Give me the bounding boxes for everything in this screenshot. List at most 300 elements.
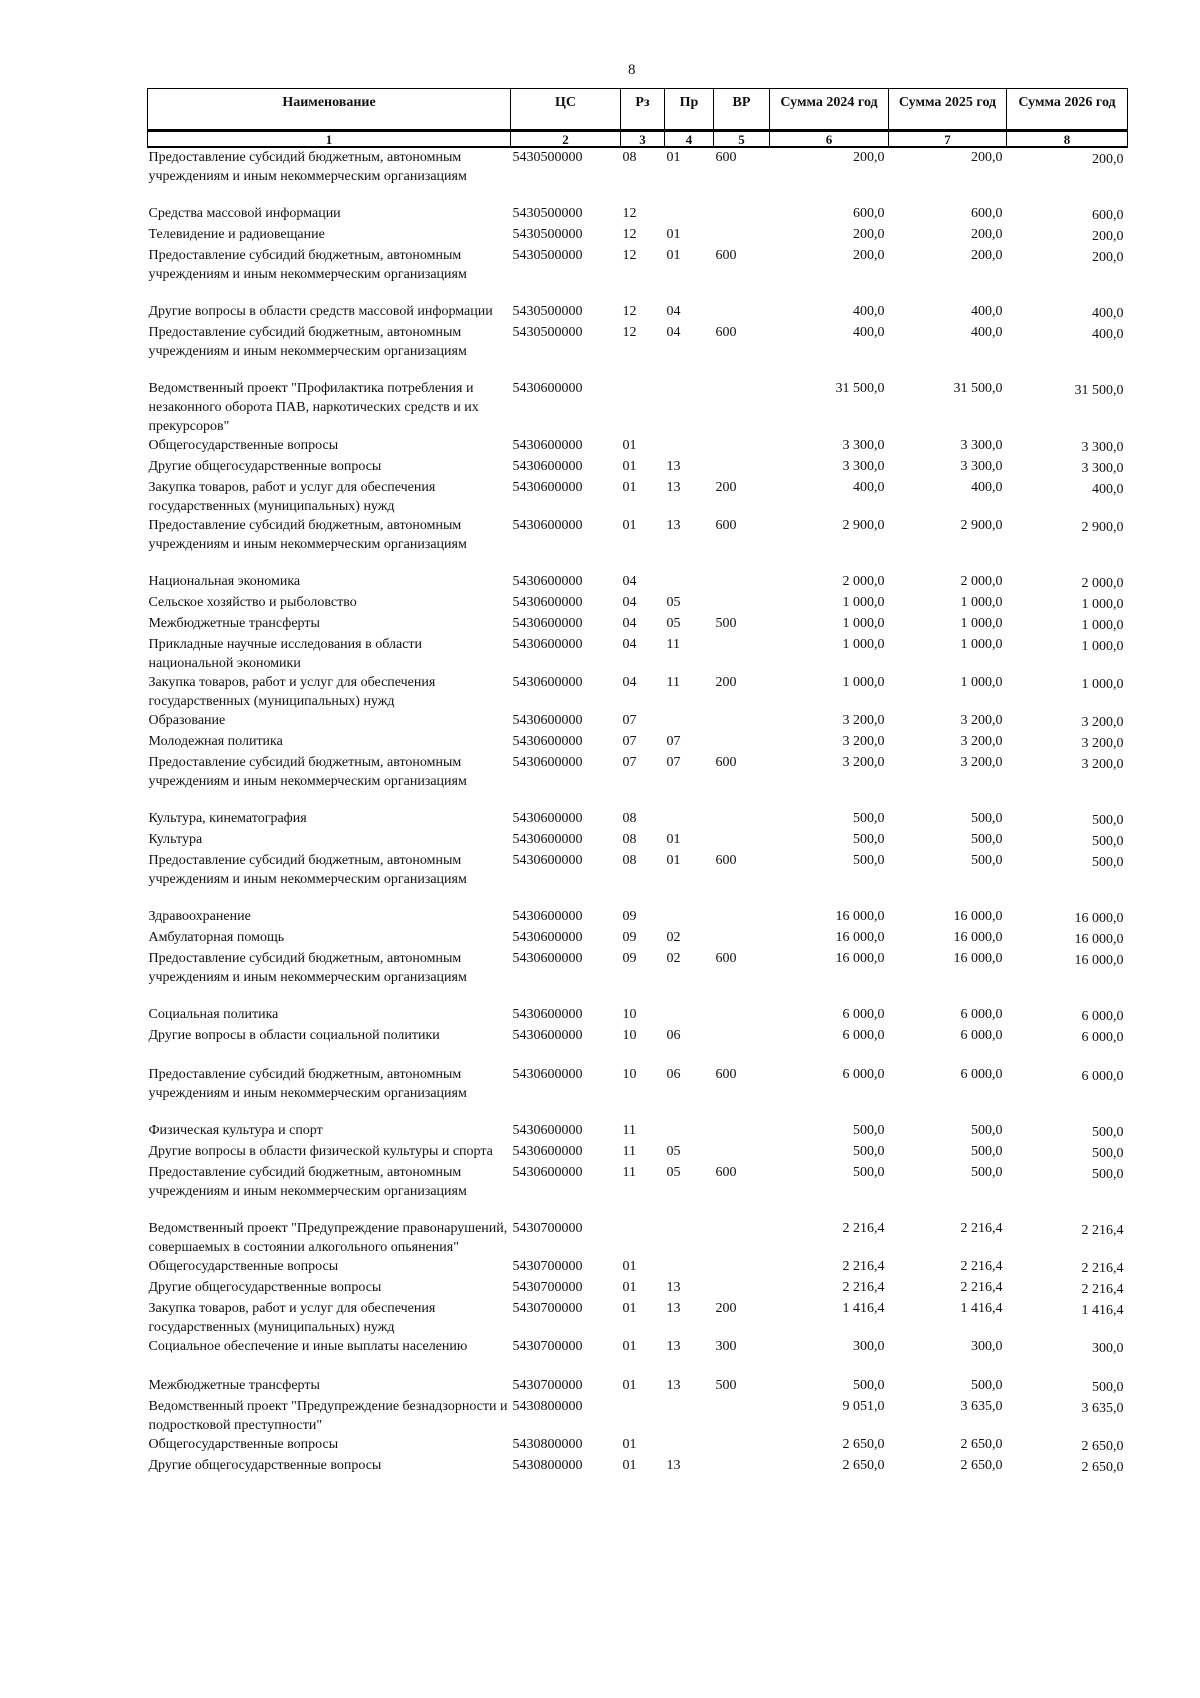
row-name: Культура, кинематография [148,811,307,826]
row-sum-2024: 2 000,0 [842,574,885,589]
row-sum-2025: 1 000,0 [960,616,1003,631]
row-sum-2025: 300,0 [971,1339,1003,1354]
row-sum-2024: 1 000,0 [842,595,885,610]
row-sum-2025: 2 216,4 [960,1221,1003,1236]
row-sum-2024: 500,0 [853,1144,885,1159]
table-row [148,246,1128,284]
row-vr: 200 [715,1301,737,1316]
row-rz: 08 [622,853,637,868]
row-pr: 05 [666,595,681,610]
table-row [148,1219,1128,1257]
row-cs: 5430700000 [512,1378,583,1393]
row-rz: 11 [622,1165,636,1180]
row-cs: 5430600000 [512,637,583,652]
row-sum-2025: 600,0 [971,206,1003,221]
row-pr: 13 [666,1378,681,1393]
row-sum-2026: 3 200,0 [1081,736,1124,751]
spacer-cell [148,987,1128,1005]
table-row [148,830,1128,851]
row-pr [665,379,714,436]
table-row [148,516,1128,554]
row-sum-2026: 31 500,0 [1074,383,1124,398]
row-sum-2026: 3 635,0 [1081,1401,1124,1416]
table-row [148,1065,1128,1103]
row-sum-2024: 16 000,0 [835,909,885,924]
row-pr [665,436,714,457]
row-vr [714,1456,770,1477]
row-sum-2026: 3 200,0 [1081,757,1124,772]
table-row [148,593,1128,614]
row-vr [714,1005,770,1026]
row-name: Другие общегосударственные вопросы [148,1458,382,1473]
table-row [148,1026,1128,1047]
table-row [148,1278,1128,1299]
row-pr: 02 [666,930,681,945]
row-sum-2025: 16 000,0 [953,909,1003,924]
row-pr [665,809,714,830]
header-pr: Пр [665,89,714,131]
row-vr: 600 [715,325,737,340]
table-row [148,225,1128,246]
row-rz: 08 [622,811,637,826]
row-sum-2026: 500,0 [1092,1380,1124,1395]
row-pr: 07 [666,755,681,770]
row-pr: 13 [666,480,681,495]
row-name: Общегосударственные вопросы [148,438,339,453]
row-name: Предоставление субсидий бюджетным, автономным учреждениям и иным некоммерческим организациям [148,248,467,282]
table-row [148,614,1128,635]
row-rz: 04 [622,616,637,631]
column-number: 6 [770,131,889,148]
row-rz: 12 [622,206,637,221]
row-cs: 5430700000 [512,1280,583,1295]
row-vr [714,635,770,673]
row-name: Амбулаторная помощь [148,930,285,945]
row-cs: 5430600000 [512,595,583,610]
row-sum-2025: 500,0 [971,1378,1003,1393]
spacer-cell [148,361,1128,379]
column-number: 4 [665,131,714,148]
row-name: Сельское хозяйство и рыболовство [148,595,357,610]
row-cs: 5430700000 [512,1339,583,1354]
row-sum-2024: 2 216,4 [842,1259,885,1274]
row-sum-2024: 16 000,0 [835,930,885,945]
table-row [148,436,1128,457]
row-name: Закупка товаров, работ и услуг для обеспечения государственных (муниципальных) нужд [148,1301,436,1335]
row-sum-2024: 500,0 [853,811,885,826]
row-sum-2024: 400,0 [853,325,885,340]
row-rz [621,379,665,436]
row-pr: 04 [666,304,681,319]
row-rz: 07 [622,734,637,749]
row-pr: 06 [666,1067,681,1082]
column-number: 7 [889,131,1007,148]
page-number: 8 [628,62,636,78]
header-vr: ВР [714,89,770,131]
row-sum-2025: 400,0 [971,480,1003,495]
row-vr: 600 [715,1165,737,1180]
row-pr [665,1005,714,1026]
row-cs: 5430600000 [512,713,583,728]
row-cs: 5430600000 [512,1165,583,1180]
row-cs: 5430600000 [512,574,583,589]
row-name: Средства массовой информации [148,206,341,221]
row-cs: 5430600000 [512,1144,583,1159]
row-name: Образование [148,713,226,728]
row-cs: 5430600000 [512,734,583,749]
row-rz [621,1219,665,1257]
row-pr: 11 [666,637,680,652]
row-cs: 5430600000 [512,755,583,770]
row-vr [714,1026,770,1047]
row-rz: 12 [622,248,637,263]
row-name: Предоставление субсидий бюджетным, автономным учреждениям и иным некоммерческим организациям [148,518,467,552]
row-sum-2026: 2 000,0 [1081,576,1124,591]
row-rz: 01 [622,438,637,453]
row-vr: 600 [715,1067,737,1082]
row-rz: 01 [622,480,637,495]
row-sum-2025: 2 650,0 [960,1437,1003,1452]
table-body [148,147,1128,1477]
row-cs: 5430800000 [512,1437,583,1452]
row-sum-2025: 6 000,0 [960,1007,1003,1022]
table-row [148,1337,1128,1358]
row-sum-2025: 16 000,0 [953,930,1003,945]
row-vr: 500 [715,616,737,631]
row-rz: 01 [622,1437,637,1452]
row-sum-2026: 400,0 [1092,327,1124,342]
row-cs: 5430700000 [512,1301,583,1316]
row-pr: 05 [666,1144,681,1159]
row-sum-2025: 6 000,0 [960,1028,1003,1043]
row-name: Общегосударственные вопросы [148,1259,339,1274]
row-cs: 5430600000 [512,832,583,847]
table-row [148,1397,1128,1435]
row-vr [714,1257,770,1278]
spacer-cell [148,554,1128,572]
row-vr [714,830,770,851]
row-cs: 5430500000 [512,206,583,221]
row-cs: 5430500000 [512,248,583,263]
row-rz: 07 [622,713,637,728]
row-cs: 5430500000 [512,325,583,340]
row-spacer [148,284,1128,302]
row-sum-2025: 500,0 [971,1144,1003,1159]
table-row [148,711,1128,732]
row-sum-2026: 500,0 [1092,855,1124,870]
row-cs: 5430600000 [512,930,583,945]
row-rz: 01 [622,459,637,474]
row-rz: 09 [622,909,637,924]
row-name: Ведомственный проект "Профилактика потребления и незаконного оборота ПАВ, наркотических средств и их прекурсоров" [148,381,479,434]
row-vr [714,1121,770,1142]
row-name: Физическая культура и спорт [148,1123,323,1138]
row-sum-2024: 2 900,0 [842,518,885,533]
row-vr: 600 [715,853,737,868]
row-vr: 600 [715,951,737,966]
row-cs: 5430500000 [512,150,583,165]
table-row [148,379,1128,436]
row-sum-2024: 500,0 [853,853,885,868]
row-sum-2024: 300,0 [853,1339,885,1354]
row-vr: 500 [715,1378,737,1393]
row-sum-2025: 3 300,0 [960,459,1003,474]
row-pr [665,572,714,593]
table-row [148,323,1128,361]
row-pr [665,204,714,225]
row-name: Общегосударственные вопросы [148,1437,339,1452]
table-row [148,753,1128,791]
row-cs: 5430600000 [512,811,583,826]
table-row [148,949,1128,987]
header-sum-2025: Сумма 2025 год [889,89,1007,131]
row-sum-2024: 400,0 [853,480,885,495]
row-pr: 07 [666,734,681,749]
row-sum-2024: 1 000,0 [842,616,885,631]
row-vr [714,1278,770,1299]
row-sum-2026: 500,0 [1092,1167,1124,1182]
row-rz: 12 [622,304,637,319]
row-sum-2024: 2 650,0 [842,1458,885,1473]
row-cs: 5430600000 [512,1067,583,1082]
row-sum-2025: 500,0 [971,832,1003,847]
row-rz: 10 [622,1028,637,1043]
row-rz: 04 [622,637,637,652]
row-sum-2024: 3 200,0 [842,734,885,749]
row-name: Межбюджетные трансферты [148,616,320,631]
spacer-cell [148,889,1128,907]
row-sum-2026: 500,0 [1092,834,1124,849]
row-spacer [148,1201,1128,1219]
row-pr: 13 [666,459,681,474]
row-spacer [148,1358,1128,1376]
row-vr: 600 [715,755,737,770]
row-spacer [148,1103,1128,1121]
spacer-cell [148,791,1128,809]
spacer-cell [148,1047,1128,1065]
row-sum-2024: 3 200,0 [842,713,885,728]
row-rz: 01 [622,1378,637,1393]
row-pr: 13 [666,1458,681,1473]
row-sum-2026: 200,0 [1092,152,1124,167]
budget-table-container [147,88,1127,1477]
row-pr: 11 [666,675,680,690]
row-sum-2026: 16 000,0 [1074,911,1124,926]
header-rz: Рз [621,89,665,131]
row-sum-2026: 600,0 [1092,208,1124,223]
row-name: Национальная экономика [148,574,301,589]
row-pr: 13 [666,1280,681,1295]
row-sum-2024: 200,0 [853,227,885,242]
row-cs: 5430600000 [512,459,583,474]
row-sum-2025: 200,0 [971,248,1003,263]
row-sum-2025: 500,0 [971,811,1003,826]
row-sum-2024: 3 200,0 [842,755,885,770]
table-row [148,635,1128,673]
row-name: Ведомственный проект "Предупреждение правонарушений, совершаемых в состоянии алкогольного опьянения" [148,1221,508,1255]
row-sum-2024: 3 300,0 [842,459,885,474]
row-sum-2026: 1 000,0 [1081,618,1124,633]
row-sum-2026: 400,0 [1092,482,1124,497]
row-rz: 01 [622,1280,637,1295]
row-rz: 08 [622,832,637,847]
row-sum-2025: 2 900,0 [960,518,1003,533]
row-vr [714,1397,770,1435]
row-vr [714,302,770,323]
row-rz: 09 [622,951,637,966]
row-name: Ведомственный проект "Предупреждение безнадзорности и подростковой преступности" [148,1399,508,1433]
row-name: Культура [148,832,203,847]
row-sum-2026: 500,0 [1092,813,1124,828]
row-rz: 12 [622,227,637,242]
row-vr [714,1435,770,1456]
spacer-cell [148,186,1128,204]
row-rz: 07 [622,755,637,770]
row-sum-2024: 2 650,0 [842,1437,885,1452]
row-sum-2025: 2 650,0 [960,1458,1003,1473]
row-rz [621,1397,665,1435]
table-row [148,1376,1128,1397]
row-cs: 5430600000 [512,616,583,631]
row-sum-2026: 16 000,0 [1074,953,1124,968]
row-sum-2025: 16 000,0 [953,951,1003,966]
row-rz: 01 [622,1339,637,1354]
row-name: Другие вопросы в области социальной политики [148,1028,440,1043]
row-name: Другие вопросы в области физической культуры и спорта [148,1144,493,1159]
row-vr [714,379,770,436]
row-sum-2026: 300,0 [1092,1341,1124,1356]
column-number: 1 [148,131,511,148]
row-sum-2025: 1 000,0 [960,595,1003,610]
row-rz: 04 [622,595,637,610]
row-sum-2026: 400,0 [1092,306,1124,321]
column-number: 3 [621,131,665,148]
row-vr [714,809,770,830]
row-sum-2026: 6 000,0 [1081,1030,1124,1045]
row-spacer [148,186,1128,204]
row-cs: 5430600000 [512,518,583,533]
row-sum-2024: 16 000,0 [835,951,885,966]
row-name: Предоставление субсидий бюджетным, автономным учреждениям и иным некоммерческим организациям [148,853,467,887]
table-row [148,1142,1128,1163]
row-rz: 09 [622,930,637,945]
row-name: Другие общегосударственные вопросы [148,1280,382,1295]
row-sum-2025: 500,0 [971,853,1003,868]
row-sum-2024: 200,0 [853,150,885,165]
row-pr: 06 [666,1028,681,1043]
row-sum-2024: 500,0 [853,832,885,847]
row-name: Закупка товаров, работ и услуг для обеспечения государственных (муниципальных) нужд [148,480,436,514]
row-sum-2026: 1 000,0 [1081,639,1124,654]
row-sum-2025: 200,0 [971,227,1003,242]
row-vr: 200 [715,675,737,690]
row-name: Здравоохранение [148,909,251,924]
row-sum-2026: 200,0 [1092,229,1124,244]
row-pr [665,907,714,928]
row-cs: 5430500000 [512,227,583,242]
spacer-cell [148,1103,1128,1121]
header-cs: ЦС [511,89,621,131]
row-sum-2024: 1 000,0 [842,637,885,652]
row-vr [714,572,770,593]
table-row [148,1163,1128,1201]
row-sum-2025: 1 000,0 [960,675,1003,690]
row-pr: 01 [666,832,681,847]
row-name: Предоставление субсидий бюджетным, автономным учреждениям и иным некоммерческим организациям [148,1067,467,1101]
column-number: 2 [511,131,621,148]
row-sum-2024: 6 000,0 [842,1067,885,1082]
row-sum-2026: 1 416,4 [1081,1303,1124,1318]
table-row [148,1435,1128,1456]
row-rz: 12 [622,325,637,340]
row-sum-2026: 200,0 [1092,250,1124,265]
table-row [148,907,1128,928]
row-sum-2024: 400,0 [853,304,885,319]
row-cs: 5430600000 [512,438,583,453]
row-vr: 600 [715,150,737,165]
row-sum-2025: 2 000,0 [960,574,1003,589]
row-spacer [148,791,1128,809]
row-name: Предоставление субсидий бюджетным, автономным учреждениям и иным некоммерческим организациям [148,1165,467,1199]
row-sum-2024: 31 500,0 [835,381,885,396]
header-sum-2026: Сумма 2026 год [1007,89,1128,131]
row-rz: 11 [622,1144,636,1159]
row-sum-2025: 31 500,0 [953,381,1003,396]
row-sum-2025: 3 635,0 [960,1399,1003,1414]
column-number: 5 [714,131,770,148]
row-pr [665,711,714,732]
row-sum-2024: 2 216,4 [842,1280,885,1295]
row-cs: 5430600000 [512,951,583,966]
row-vr: 300 [715,1339,737,1354]
row-cs: 5430600000 [512,1007,583,1022]
row-spacer [148,554,1128,572]
row-cs: 5430600000 [512,853,583,868]
row-sum-2026: 2 650,0 [1081,1460,1124,1475]
row-sum-2025: 3 200,0 [960,734,1003,749]
row-sum-2026: 1 000,0 [1081,677,1124,692]
row-name: Телевидение и радиовещание [148,227,325,242]
table-row [148,1299,1128,1337]
row-pr [665,1397,714,1435]
row-sum-2024: 2 216,4 [842,1221,885,1236]
row-rz: 01 [622,1458,637,1473]
row-vr [714,225,770,246]
row-sum-2025: 400,0 [971,325,1003,340]
row-sum-2025: 1 416,4 [960,1301,1003,1316]
row-vr [714,907,770,928]
spacer-cell [148,284,1128,302]
row-name: Другие общегосударственные вопросы [148,459,382,474]
row-cs: 5430600000 [512,1028,583,1043]
row-sum-2026: 3 300,0 [1081,440,1124,455]
row-cs: 5430600000 [512,480,583,495]
row-cs: 5430600000 [512,675,583,690]
row-pr: 13 [666,1301,681,1316]
row-sum-2024: 500,0 [853,1123,885,1138]
table-row [148,1456,1128,1477]
table-row [148,204,1128,225]
row-rz: 01 [622,1301,637,1316]
table-row [148,1121,1128,1142]
row-vr: 600 [715,518,737,533]
table-row [148,1257,1128,1278]
row-vr [714,436,770,457]
row-vr: 600 [715,248,737,263]
header-sum-2024: Сумма 2024 год [770,89,889,131]
spacer-cell [148,1201,1128,1219]
column-number-row [148,131,1128,148]
